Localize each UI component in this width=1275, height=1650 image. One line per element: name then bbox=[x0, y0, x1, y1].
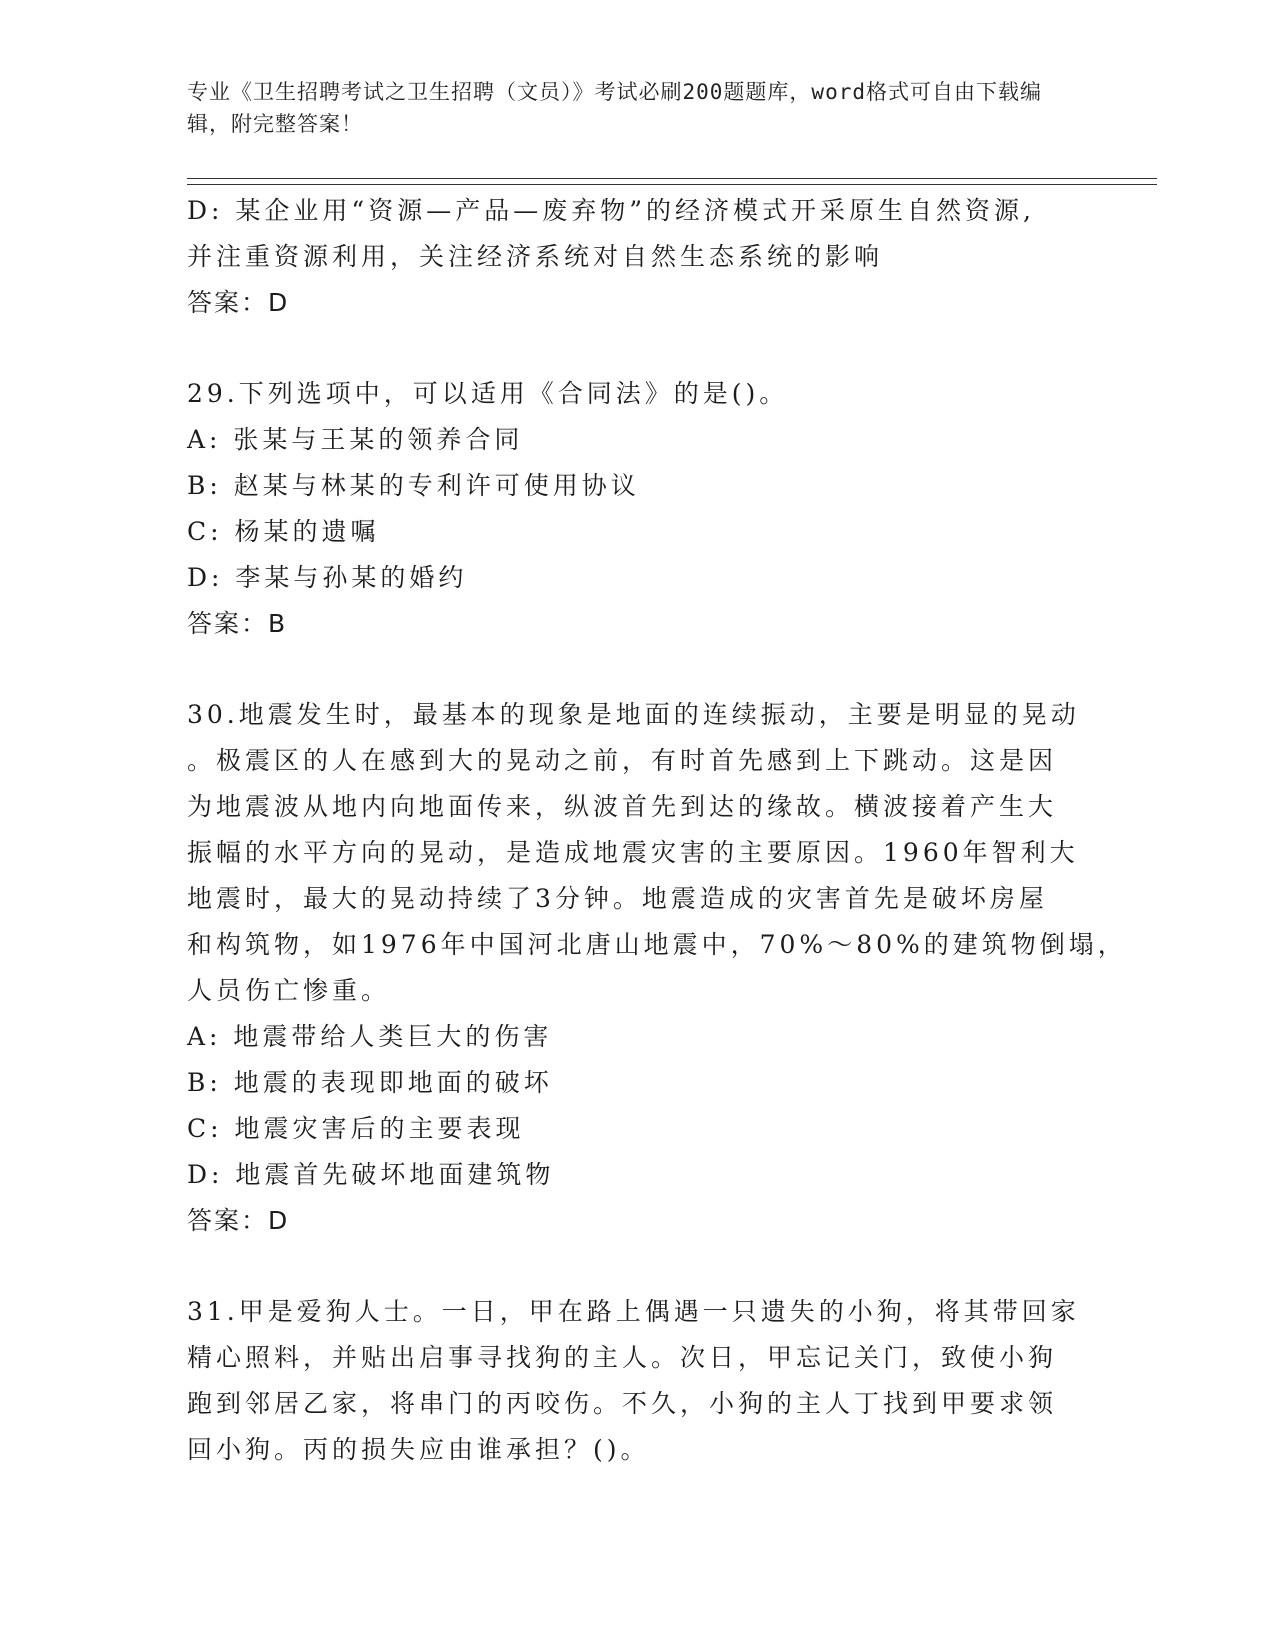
question-stem-line: 回小狗。丙的损失应由谁承担？()。 bbox=[187, 1435, 650, 1464]
answer-label: 答案：B bbox=[187, 609, 288, 638]
option-d-line-1: D: 某企业用“资源—产品—废弃物”的经济模式开采原生自然资源, bbox=[187, 196, 1035, 225]
question-stem: 29.下列选项中，可以适用《合同法》的是()。 bbox=[187, 379, 789, 408]
question-stem-line: 为地震波从地内向地面传来，纵波首先到达的缘故。横波接着产生大 bbox=[187, 792, 1058, 821]
option-c: C: 地震灾害后的主要表现 bbox=[187, 1114, 525, 1143]
option-a: A: 地震带给人类巨大的伤害 bbox=[187, 1022, 553, 1051]
document-body bbox=[187, 188, 1127, 1473]
option-d: D: 地震首先破坏地面建筑物 bbox=[187, 1160, 555, 1189]
page-header: 专业《卫生招聘考试之卫生招聘（文员）》考试必刷200题题库，word格式可自由下载编辑，附完整答案！ bbox=[187, 80, 1042, 136]
question-31 bbox=[187, 1289, 1087, 1473]
question-stem-line: 振幅的水平方向的晃动，是造成地震灾害的主要原因。1960年智利大 bbox=[187, 838, 1079, 867]
option-d-line-2: 并注重资源利用，关注经济系统对自然生态系统的影响 bbox=[187, 242, 884, 271]
option-b: B: 地震的表现即地面的破坏 bbox=[187, 1068, 553, 1097]
question-stem-line: 31.甲是爱狗人士。一日，甲在路上偶遇一只遗失的小狗，将其带回家 bbox=[187, 1297, 1080, 1326]
option-d: D: 李某与孙某的婚约 bbox=[187, 563, 468, 592]
question-stem-line: 30.地震发生时，最基本的现象是地面的连续振动，主要是明显的晃动 bbox=[187, 700, 1080, 729]
question-stem-line: 和构筑物，如1976年中国河北唐山地震中，70%～80%的建筑物倒塌， bbox=[187, 930, 1127, 959]
option-c: C: 杨某的遗嘱 bbox=[187, 517, 380, 546]
question-28-tail bbox=[187, 188, 1087, 326]
question-stem-line: 跑到邻居乙家，将串门的丙咬伤。不久，小狗的主人丁找到甲要求领 bbox=[187, 1389, 1058, 1418]
header-rule-top bbox=[187, 178, 1157, 179]
option-a: A: 张某与王某的领养合同 bbox=[187, 425, 524, 454]
question-30 bbox=[187, 692, 1127, 1244]
question-stem-line: 人员伤亡惨重。 bbox=[187, 976, 391, 1005]
header-rule-bottom bbox=[187, 184, 1157, 185]
answer-label: 答案：D bbox=[187, 288, 290, 317]
option-b: B: 赵某与林某的专利许可使用协议 bbox=[187, 471, 640, 500]
question-stem-line: 地震时，最大的晃动持续了3分钟。地震造成的灾害首先是破坏房屋 bbox=[187, 884, 1048, 913]
question-29 bbox=[187, 371, 1087, 647]
question-stem-line: 。极震区的人在感到大的晃动之前，有时首先感到上下跳动。这是因 bbox=[187, 746, 1058, 775]
answer-label: 答案：D bbox=[187, 1206, 290, 1235]
question-stem-line: 精心照料，并贴出启事寻找狗的主人。次日，甲忘记关门，致使小狗 bbox=[187, 1343, 1058, 1372]
